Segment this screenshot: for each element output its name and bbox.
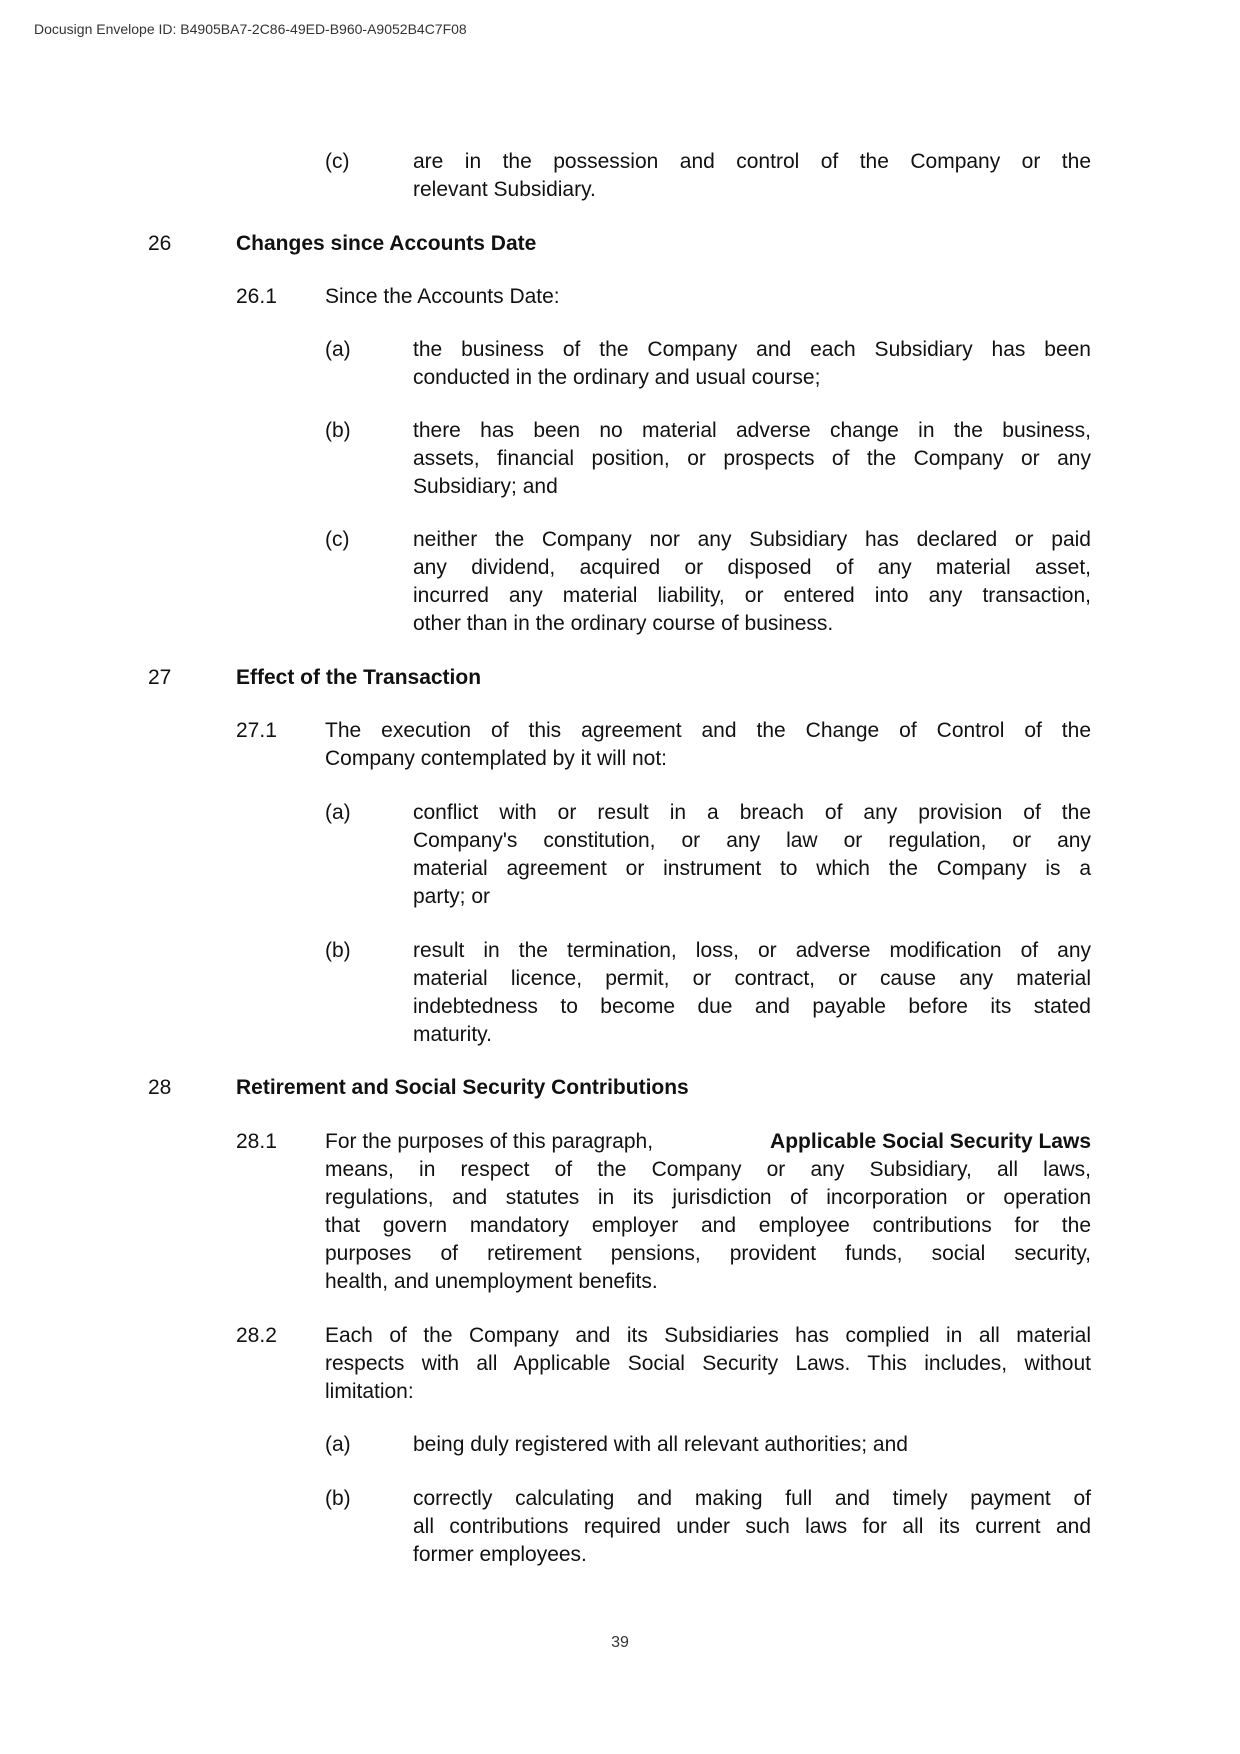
- item-text-line: being duly registered with all relevant authorities; and: [413, 1433, 908, 1456]
- subsection-text-line: that govern mandatory employer and employee contributions for the: [325, 1214, 1091, 1237]
- subsection-text-line: purposes of retirement pensions, provident funds, social security,: [325, 1242, 1091, 1265]
- item-text-line: any dividend, acquired or disposed of any material asset,: [413, 556, 1091, 579]
- subsection-text-line: health, and unemployment benefits.: [325, 1270, 658, 1293]
- section-heading: Changes since Accounts Date: [236, 232, 537, 255]
- item-label: (b): [325, 939, 351, 962]
- item-text-line: material licence, permit, or contract, or cause any material: [413, 967, 1091, 990]
- item-text-line: incurred any material liability, or entered into any transaction,: [413, 584, 1091, 607]
- subsection-text-line: means, in respect of the Company or any Subsidiary, all laws,: [325, 1158, 1091, 1181]
- subsection-text-line: limitation:: [325, 1380, 414, 1403]
- item-text-line: maturity.: [413, 1023, 492, 1046]
- item-label: (b): [325, 1487, 351, 1510]
- subsection-text-line: Each of the Company and its Subsidiaries has complied in all material: [325, 1324, 1091, 1347]
- item-label: (c): [325, 150, 350, 173]
- definition-prefix: For the purposes of this paragraph,: [325, 1130, 654, 1153]
- item-text-line: correctly calculating and making full and timely payment of: [413, 1487, 1091, 1510]
- subsection-text-line: regulations, and statutes in its jurisdiction of incorporation or operation: [325, 1186, 1091, 1209]
- item-text-line: result in the termination, loss, or adverse modification of any: [413, 939, 1091, 962]
- item-text-line: all contributions required under such laws for all its current and: [413, 1515, 1091, 1538]
- subsection-number: 28.1: [236, 1130, 277, 1153]
- item-text-line: there has been no material adverse change in the business,: [413, 419, 1091, 442]
- item-text-line: Subsidiary; and: [413, 475, 558, 498]
- section-number: 27: [148, 666, 172, 689]
- item-text-line: Company's constitution, or any law or regulation, or any: [413, 829, 1091, 852]
- item-text-line: relevant Subsidiary.: [413, 178, 596, 201]
- item-label: (a): [325, 1433, 351, 1456]
- defined-term: Applicable Social Security Laws: [770, 1130, 1091, 1153]
- item-text-line: party; or: [413, 885, 491, 908]
- section-heading: Retirement and Social Security Contributions: [236, 1076, 689, 1099]
- item-text-line: indebtedness to become due and payable before its stated: [413, 995, 1091, 1018]
- item-text-line: neither the Company nor any Subsidiary has declared or paid: [413, 528, 1091, 551]
- item-label: (a): [325, 338, 351, 361]
- item-text-line: conducted in the ordinary and usual course;: [413, 366, 821, 389]
- subsection-text-line: The execution of this agreement and the Change of Control of the: [325, 719, 1091, 742]
- page-number: 39: [611, 1634, 629, 1651]
- item-text-line: the business of the Company and each Subsidiary has been: [413, 338, 1091, 361]
- subsection-text-line: Since the Accounts Date:: [325, 285, 560, 308]
- definition-line: [325, 1128, 1091, 1156]
- subsection-number: 27.1: [236, 719, 277, 742]
- subsection-number: 28.2: [236, 1324, 277, 1347]
- subsection-text-line: respects with all Applicable Social Security Laws. This includes, without: [325, 1352, 1091, 1375]
- item-text-line: former employees.: [413, 1543, 587, 1566]
- item-label: (b): [325, 419, 351, 442]
- section-number: 26: [148, 232, 172, 255]
- item-text-line: material agreement or instrument to which the Company is a: [413, 857, 1091, 880]
- subsection-text-line: Company contemplated by it will not:: [325, 747, 667, 770]
- item-text-line: conflict with or result in a breach of any provision of the: [413, 801, 1091, 824]
- subsection-number: 26.1: [236, 285, 277, 308]
- item-text-line: are in the possession and control of the Company or the: [413, 150, 1091, 173]
- envelope-id: Docusign Envelope ID: B4905BA7-2C86-49ED-B960-A9052B4C7F08: [34, 21, 467, 37]
- section-number: 28: [148, 1076, 172, 1099]
- item-text-line: assets, financial position, or prospects of the Company or any: [413, 447, 1091, 470]
- section-heading: Effect of the Transaction: [236, 666, 482, 689]
- item-label: (c): [325, 528, 350, 551]
- item-label: (a): [325, 801, 351, 824]
- item-text-line: other than in the ordinary course of business.: [413, 612, 834, 635]
